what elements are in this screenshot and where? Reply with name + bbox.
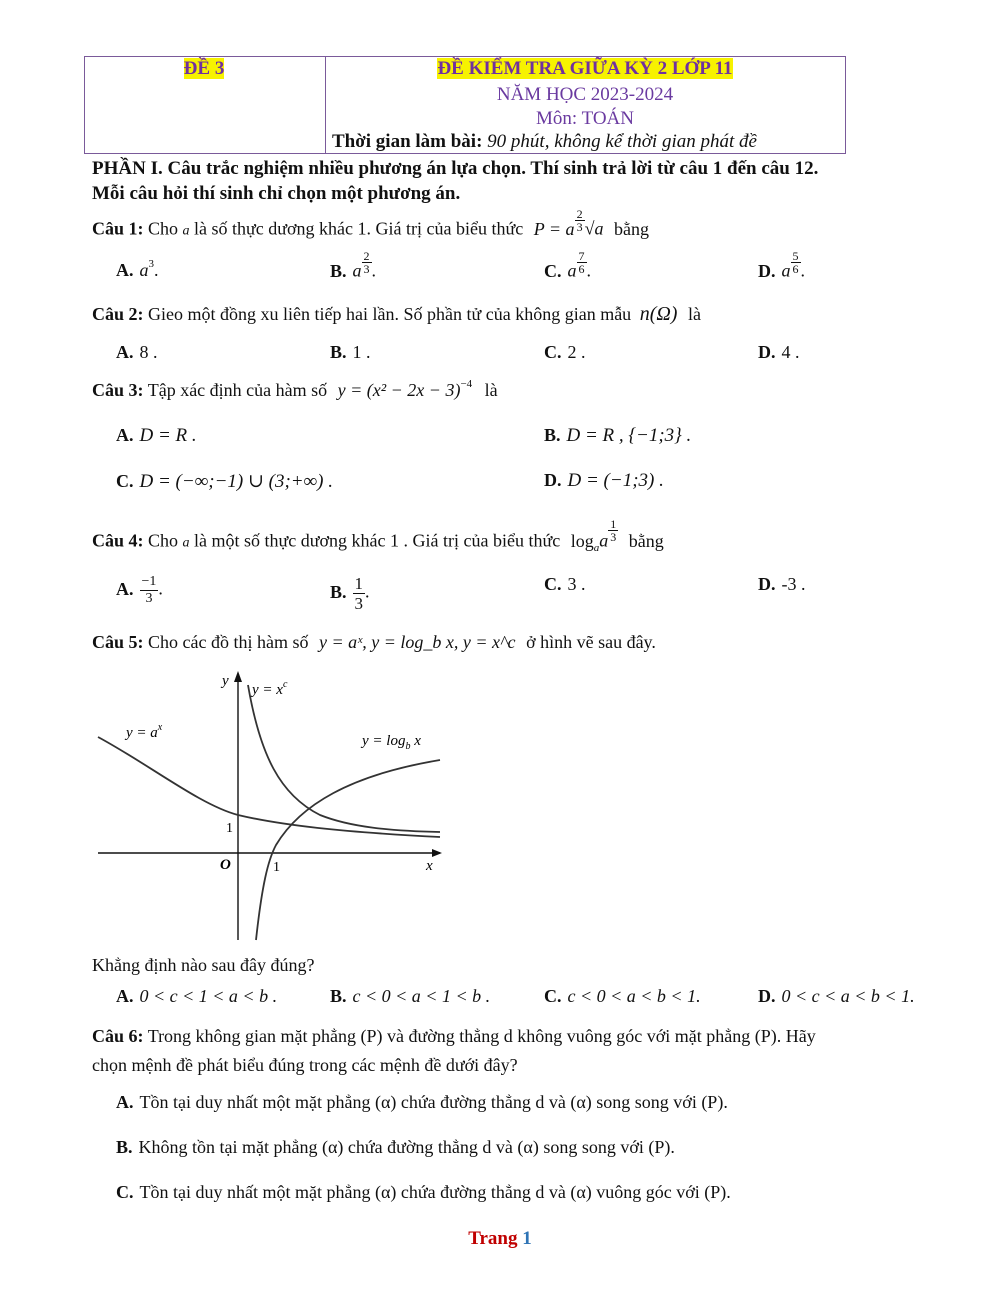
q3-text: Tập xác định của hàm số (147, 380, 328, 400)
option-base: a (352, 260, 362, 281)
q5-expr: y = aˣ, y = log_b x, y = x^c (319, 632, 516, 652)
label-power-fn: $y = x^c$ (252, 679, 288, 698)
question-1 (92, 207, 649, 243)
q3-tail: là (484, 380, 498, 400)
option-text: Tồn tại duy nhất một mặt phẳng (α) chứa đường thẳng d và (α) song song với (P). (139, 1092, 728, 1112)
q1-var: a (182, 223, 190, 239)
option-text: Không tồn tại mặt phẳng (α) chứa đường thẳng d và (α) song song với (P). (138, 1137, 675, 1157)
option-tail: . (371, 260, 377, 281)
q6-label: Câu 6: (92, 1026, 144, 1046)
option-key: B. (330, 581, 347, 602)
q1-expr: P = a (533, 218, 575, 239)
answer-option[interactable] (544, 574, 586, 595)
x-one-label: 1 (273, 860, 280, 875)
fraction: $\frac{5}{6}$ (792, 249, 799, 276)
option-key: A. (116, 1092, 134, 1112)
option-text: 0 < c < a < b < 1. (781, 986, 915, 1006)
answer-option[interactable] (544, 342, 586, 363)
q2-tail: là (687, 304, 701, 324)
q4-base: a (599, 530, 609, 551)
option-key: B. (330, 986, 347, 1006)
section-line-2: Mỗi câu hỏi thí sinh chỉ chọn một phương án. (92, 183, 461, 204)
question-5 (92, 632, 656, 653)
question-6 (92, 1026, 816, 1047)
option-exp: 3 (148, 258, 154, 270)
answer-option[interactable] (330, 342, 371, 363)
footer-label: Trang (468, 1228, 518, 1249)
option-key: B. (544, 425, 561, 445)
fraction: $\frac{-1}{3}$ (141, 574, 157, 606)
option-key: C. (544, 342, 562, 362)
option-tail: . (158, 578, 163, 599)
q2-expr: n(Ω) (639, 303, 678, 325)
q2-label: Câu 2: (92, 304, 144, 324)
option-key: C. (544, 260, 562, 281)
answer-option[interactable] (544, 986, 701, 1007)
function-graph (90, 665, 450, 945)
subject: Môn: TOÁN (535, 108, 634, 129)
option-text: 8 . (139, 342, 158, 362)
q6-line-2: chọn mệnh đề phát biểu đúng trong các mệnh đề dưới đây? (92, 1055, 518, 1075)
option-tail: . (365, 581, 370, 602)
q4-label: Câu 4: (92, 530, 144, 551)
fraction: $\frac{2}{3}$ (363, 249, 370, 276)
q4-var: a (182, 535, 190, 551)
answer-option[interactable] (330, 249, 377, 285)
option-text: Tồn tại duy nhất một mặt phẳng (α) chứa đường thẳng d và (α) vuông góc với (P). (139, 1182, 731, 1202)
origin-label: O (220, 857, 231, 873)
option-base: a (567, 260, 577, 281)
answer-option[interactable] (758, 574, 806, 595)
option-text: 2 . (567, 342, 586, 362)
option-text: 1 . (352, 342, 371, 362)
option-text: 3 . (567, 574, 586, 594)
option-key: D. (758, 574, 776, 594)
option-key: A. (116, 578, 134, 599)
q4-sub: a (593, 542, 600, 555)
q1-text-c: bằng (613, 218, 649, 239)
question-3 (92, 380, 498, 401)
option-key: A. (116, 342, 134, 362)
question-4 (92, 517, 664, 555)
exam-code-cell (84, 58, 324, 80)
answer-option[interactable] (544, 249, 591, 285)
option-text: 4 . (781, 342, 800, 362)
answer-option[interactable] (116, 986, 277, 1007)
q5-question: Khẳng định nào sau đây đúng? (92, 955, 315, 975)
option-key: C. (116, 471, 134, 491)
page-footer (0, 1228, 1000, 1250)
time-value: 90 phút, không kể thời gian phát đề (487, 131, 757, 152)
time-label: Thời gian làm bài: (332, 131, 483, 152)
q5-text-a: Cho các đồ thị hàm số (148, 632, 309, 652)
q1-exp-frac: $\frac{2}{3}$ (576, 207, 583, 234)
answer-option[interactable] (116, 1182, 731, 1203)
axis-x-label: x (426, 858, 433, 874)
option-key: D. (758, 342, 776, 362)
option-text: -3 . (781, 574, 806, 594)
q4-text-a: Cho (148, 530, 179, 551)
section-line-1: PHẦN I. Câu trắc nghiệm nhiều phương án lựa chọn. Thí sinh trả lời từ câu 1 đến câu 12. (92, 158, 819, 179)
y-one-label: 1 (226, 821, 233, 836)
q6-line-1: Trong không gian mặt phẳng (P) và đường thẳng d không vuông góc với mặt phẳng (P). Hãy (147, 1026, 816, 1046)
q5-label: Câu 5: (92, 632, 144, 652)
q3-label: Câu 3: (92, 380, 144, 400)
option-text: D = (−1;3) . (567, 470, 664, 491)
q4-expr: log (570, 530, 594, 551)
curve-exponential (98, 737, 440, 837)
question-2 (92, 303, 701, 326)
option-key: B. (116, 1137, 133, 1157)
fraction: $\frac{1}{3}$ (354, 574, 364, 613)
answer-option[interactable] (758, 342, 800, 363)
option-key: D. (544, 470, 562, 490)
q4-text-b: là một số thực dương khác 1 . Giá trị của biểu thức (194, 530, 561, 551)
option-key: C. (544, 986, 562, 1006)
answer-option[interactable] (116, 574, 163, 607)
answer-option[interactable] (116, 342, 158, 363)
school-year: NĂM HỌC 2023-2024 (496, 84, 674, 105)
option-base: a (781, 260, 791, 281)
curve-power (248, 685, 440, 832)
option-tail: . (800, 260, 805, 281)
option-text: D = R . (139, 425, 197, 446)
option-key: B. (330, 342, 347, 362)
label-exp-fn: $y = a^x$ (126, 722, 163, 741)
option-key: C. (544, 574, 562, 594)
fraction: $\frac{7}{6}$ (578, 249, 585, 276)
option-key: D. (758, 260, 776, 281)
q4-tail: bằng (628, 530, 664, 551)
answer-option[interactable] (330, 986, 490, 1007)
curve-logarithm (256, 760, 440, 940)
option-text: D = R , {−1;3} . (566, 425, 692, 446)
time-line (332, 131, 757, 153)
q1-root: √a (584, 218, 604, 239)
answer-option[interactable] (116, 425, 197, 447)
q1-text-a: Cho (148, 218, 179, 239)
answer-option[interactable] (116, 1092, 728, 1113)
exam-title-cell (325, 58, 845, 80)
option-text: 0 < c < 1 < a < b . (139, 986, 278, 1006)
option-key: A. (116, 425, 134, 445)
axis-y-label: y (222, 673, 229, 689)
q3-exp: −4 (460, 378, 473, 390)
answer-option[interactable] (544, 425, 691, 447)
option-key: C. (116, 1182, 134, 1202)
option-key: A. (116, 260, 134, 280)
option-key: D. (758, 986, 776, 1006)
q4-exp-frac: $\frac{1}{3}$ (610, 517, 617, 544)
option-text: D = (−∞;−1) ∪ (3;+∞) . (139, 471, 333, 492)
option-tail: . (586, 260, 591, 281)
exam-title: ĐỀ KIỂM TRA GIỮA KỲ 2 LỚP 11 (437, 58, 733, 79)
answer-option[interactable] (116, 470, 333, 493)
answer-option[interactable] (116, 260, 159, 281)
exam-code: ĐỀ 3 (183, 58, 225, 79)
page-number: 1 (522, 1228, 532, 1249)
answer-option[interactable] (330, 574, 370, 613)
q1-text-b: là số thực dương khác 1. Giá trị của biểu thức (194, 218, 524, 239)
option-key: B. (330, 260, 347, 281)
answer-option[interactable] (758, 986, 915, 1007)
answer-option[interactable] (116, 1137, 675, 1158)
q5-text-b: ở hình vẽ sau đây. (526, 632, 656, 652)
answer-option[interactable] (544, 470, 664, 492)
y-axis-arrow (234, 671, 242, 682)
answer-option[interactable] (758, 249, 805, 285)
option-text: c < 0 < a < b < 1. (567, 986, 701, 1006)
q2-text: Gieo một đồng xu liên tiếp hai lần. Số phần tử của không gian mẫu (148, 304, 632, 324)
option-text: c < 0 < a < 1 < b . (352, 986, 491, 1006)
option-key: A. (116, 986, 134, 1006)
option-tail: . (154, 260, 159, 280)
option-base: a (139, 260, 149, 280)
q1-label: Câu 1: (92, 218, 144, 239)
x-axis-arrow (432, 849, 442, 857)
label-log-fn: $y = \log_b x$ (362, 733, 421, 752)
q3-expr: y = (x² − 2x − 3) (337, 380, 461, 400)
